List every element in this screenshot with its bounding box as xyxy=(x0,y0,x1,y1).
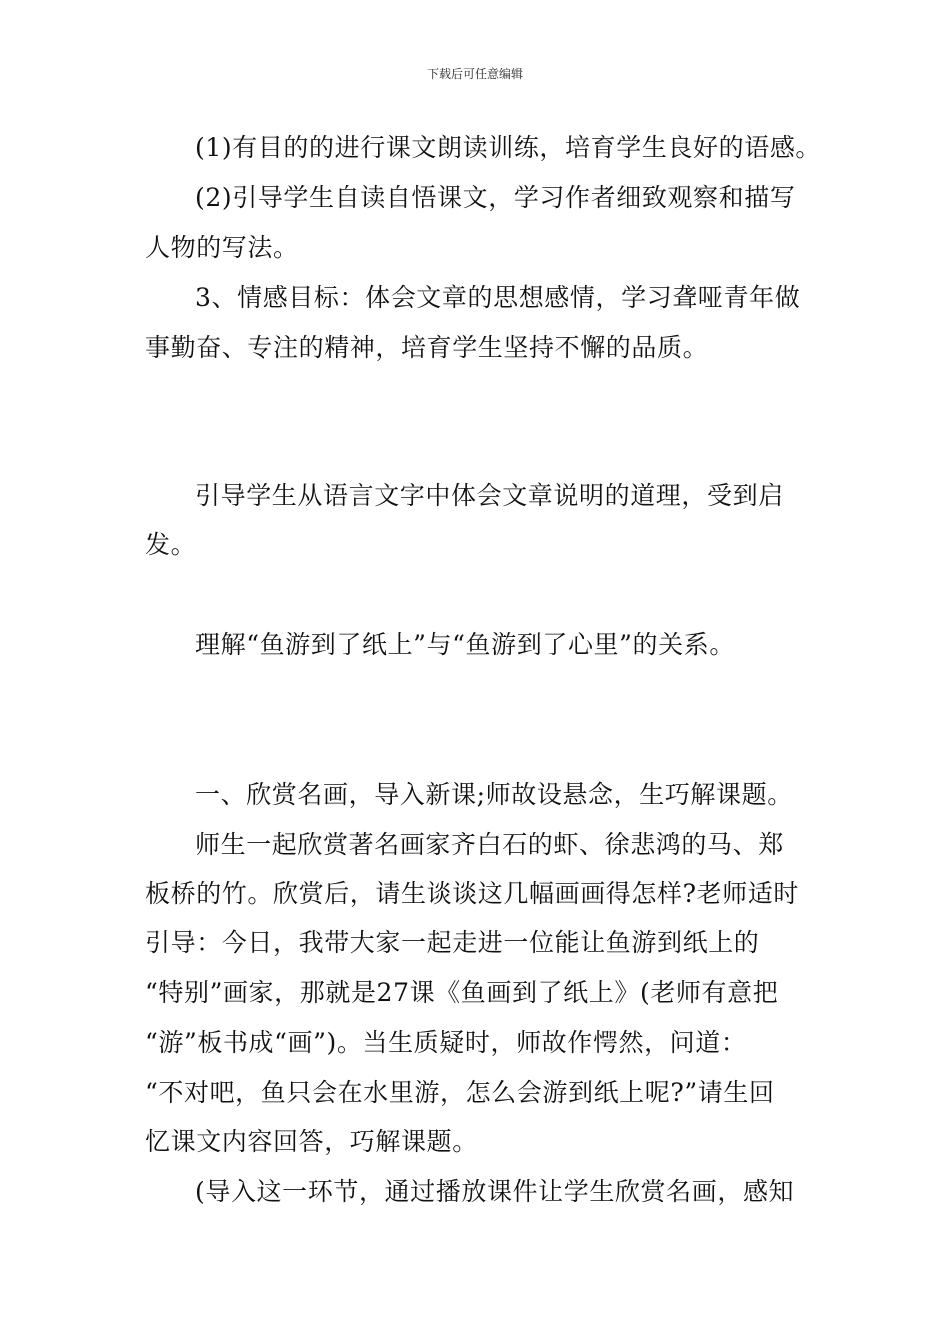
step-one-text-line-5: “游”板书成“画”)。当生质疑时，师故作愕然，问道： xyxy=(145,1028,747,1057)
step-one-text-line-2: 板桥的竹。欣赏后，请生谈谈这几幅画画得怎样?老师适时 xyxy=(145,879,800,908)
step-one-text-line-3: 引导：今日，我带大家一起走进一位能让鱼游到纸上的 xyxy=(145,928,760,957)
key-point-line-1: 引导学生从语言文字中体会文章说明的道理，受到启 xyxy=(195,481,784,510)
objective-1-line-1: (1)有目的的进行课文朗读训练，培育学生良好的语感。 xyxy=(195,133,822,162)
step-one-text-line-4: “特别”画家，那就是27课《鱼画到了纸上》(老师有意把 xyxy=(145,978,779,1007)
objective-2-line-2: 人物的写法。 xyxy=(145,233,299,262)
step-one-note-line-1: (导入这一环节，通过播放课件让学生欣赏名画，感知 xyxy=(195,1177,795,1206)
step-one-heading: 一、欣赏名画，导入新课;师故设悬念，生巧解课题。 xyxy=(195,780,793,809)
difficulty-line: 理解“鱼游到了纸上”与“鱼游到了心里”的关系。 xyxy=(195,630,735,659)
emotion-goal-line-2: 事勤奋、专注的精神，培育学生坚持不懈的品质。 xyxy=(145,333,709,362)
step-one-text-line-6: “不对吧，鱼只会在水里游，怎么会游到纸上呢?”请生回 xyxy=(145,1078,775,1107)
step-one-text-line-7: 忆课文内容回答，巧解课题。 xyxy=(145,1127,478,1156)
page-header: 下载后可任意编辑 xyxy=(426,67,523,81)
emotion-goal-line-1: 3、情感目标：体会文章的思想感情，学习聋哑青年做 xyxy=(195,283,801,312)
step-one-text-line-1: 师生一起欣赏著名画家齐白石的虾、徐悲鸿的马、郑 xyxy=(195,830,784,859)
objective-2-line-1: (2)引导学生自读自悟课文，学习作者细致观察和描写 xyxy=(195,183,796,212)
key-point-line-2: 发。 xyxy=(145,530,197,559)
